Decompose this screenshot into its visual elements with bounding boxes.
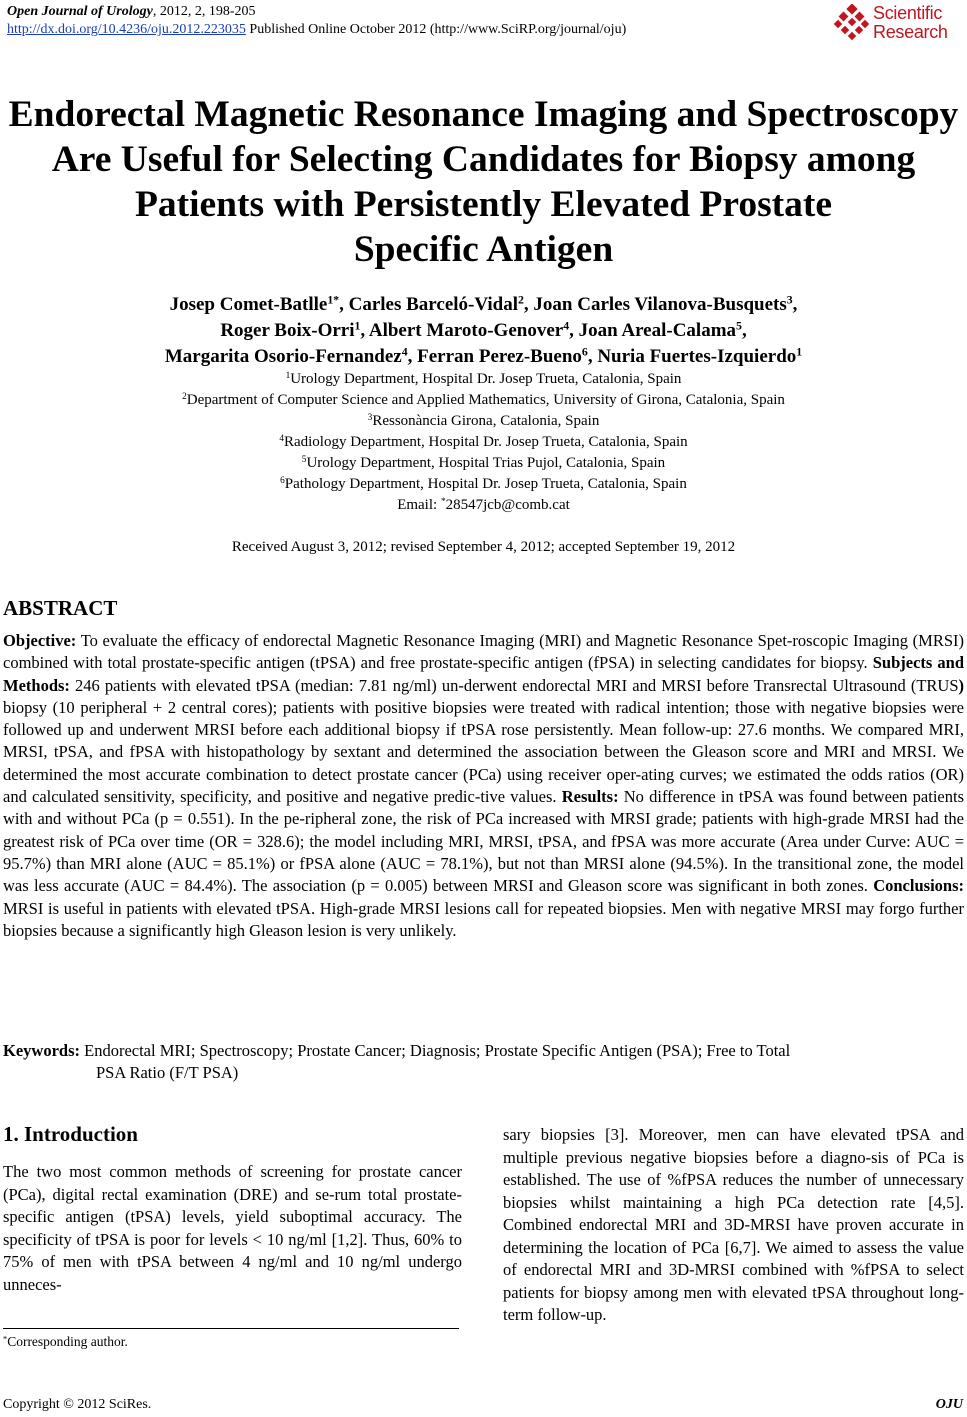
email-address[interactable]: 28547jcb@comb.cat	[445, 497, 570, 513]
author-affil-sup: 2	[518, 293, 524, 307]
abstract-methods-paren: )	[958, 675, 964, 695]
received-dates: Received August 3, 2012; revised September 4, 2012; accepted September 19, 2012	[231, 539, 736, 555]
email-line	[0, 495, 967, 516]
affiliation-text: Ressonància Girona, Catalonia, Spain	[372, 413, 600, 429]
affiliation-sup: 2	[182, 391, 187, 402]
abstract-conclusions-text: MRSI is useful in patients with elevated tPSA. High-grade MRSI lesions call for repeated biopsies. Men with negative MRSI may forgo further biopsies because a significantly high Gleason lesion is very unlikely.	[3, 898, 964, 940]
author-line	[0, 318, 967, 344]
keywords-label: Keywords:	[3, 1041, 80, 1060]
abstract-methods-label: Subjects and Methods:	[3, 653, 964, 695]
author-sep: ,	[587, 346, 598, 367]
journal-abbreviation: OJU	[935, 1397, 963, 1412]
affiliation	[0, 390, 967, 411]
abstract-results-label: Results:	[561, 787, 619, 807]
abstract-objective-text: To evaluate the efficacy of endorectal Magnetic Resonance Imaging (MRI) and Magnetic Resonance Spet-roscopic Imaging (MRSI) combined with total prostate-specific antigen (tPSA) and free prostate-specific antigen (fPSA) in selecting candidates for biopsy.	[3, 631, 964, 673]
author-name: Roger Boix-Orri	[220, 320, 355, 341]
author-name: Margarita Osorio-Fernandez	[164, 346, 402, 367]
affiliation	[0, 369, 967, 390]
author-name: Albert Maroto-Genover	[368, 320, 564, 341]
publisher-logo-mark	[833, 4, 871, 42]
logo-line1: Scientific	[873, 3, 943, 23]
author-affil-sup: 6	[581, 345, 588, 359]
author-line	[0, 344, 967, 370]
author-name: Ferran Perez-Bueno	[417, 346, 582, 367]
email-label: Email:	[397, 497, 441, 513]
section-heading-introduction: 1. Introduction	[3, 1122, 138, 1146]
title-line: Endorectal Magnetic Resonance Imaging and Spectroscopy	[8, 94, 959, 135]
author-name: Josep Comet-Batlle	[169, 294, 328, 315]
author-affil-sup: 4	[563, 319, 570, 333]
affiliation-text: Urology Department, Hospital Trias Pujol, Catalonia, Spain	[306, 455, 666, 471]
title-line: Specific Antigen	[353, 229, 614, 270]
affiliation	[0, 453, 967, 474]
author-affil-sup: 1*	[327, 293, 340, 307]
author-name: Carles Barceló-Vidal	[348, 294, 519, 315]
author-sep: ,	[741, 320, 747, 341]
affiliation-text: Department of Computer Science and Applied Mathematics, University of Girona, Catalonia, Spain	[186, 392, 785, 408]
abstract-methods-text: 246 patients with elevated tPSA (median: 7.81 ng/ml) un-derwent endorectal MRI and MRSI before Transrectal Ultrasound (TRUS	[69, 675, 959, 695]
footnote-divider	[3, 1328, 459, 1329]
journal-citation	[7, 3, 626, 21]
author-sep: ,	[792, 294, 798, 315]
abstract-heading: ABSTRACT	[3, 596, 118, 620]
intro-left-column: The two most common methods of screening for prostate cancer (PCa), digital rectal examination (DRE) and se-rum total prostate-specific antigen (tPSA) levels, yield suboptimal accuracy. The specificity of tPSA is poor for levels < 10 ng/ml [1,2]. Thus, 60% to 75% of men with tPSA between 4 ng/ml and 10 ng/ml undergo unneces-	[3, 1162, 462, 1294]
abstract-paragraph	[3, 630, 964, 942]
author-affil-sup: 5	[736, 319, 742, 333]
footnote-sup: *	[3, 1334, 8, 1344]
abstract-body	[3, 630, 964, 942]
author-affil-sup: 4	[401, 345, 408, 359]
title-line: Patients with Persistently Elevated Prostate	[134, 184, 833, 225]
affiliation-sup: 3	[367, 412, 373, 423]
keywords-line1: Endorectal MRI; Spectroscopy; Prostate Cancer; Diagnosis; Prostate Specific Antigen (PSA); Free to Total	[80, 1041, 791, 1060]
publisher-logo-text	[873, 4, 948, 42]
abstract-results-text: No difference in tPSA was found between patients with and without PCa (p = 0.551). In the pe-ripheral zone, the risk of PCa increased with MRSI grade; patients with high-grade MRSI had the greatest risk of PCa over time (OR = 328.6); the model including MRI, MRSI, tPSA, and fPSA was more accurate (Area under Curve: AUC = 95.7%) than MRI alone (AUC = 85.1%) or fPSA alone (AUC = 78.1%), but not than MRSI alone (94.5%). In the transitional zone, the model was less accurate (AUC = 84.4%). The association (p = 0.005) between MRSI and Gleason score was significant in both zones.	[3, 787, 965, 896]
author-line	[0, 292, 967, 318]
email-sup: *	[440, 496, 446, 507]
title-line: Are Useful for Selecting Candidates for Biopsy among	[51, 139, 916, 180]
author-sep: ,	[360, 320, 369, 341]
abstract-objective-label: Objective:	[3, 631, 77, 650]
published-info: Published Online October 2012 (http://www.SciRP.org/journal/oju)	[245, 22, 627, 37]
author-affil-sup: 1	[796, 345, 803, 359]
intro-right-column: sary biopsies [3]. Moreover, men can have elevated tPSA and multiple previous negative biopsies before a diagno-sis of PCa is established. The use of %fPSA reduces the number of unnecessary biopsies whilst maintaining a high PCa detection rate [4,5]. Combined endorectal MRI and 3D-MRSI have proven accurate in determining the location of PCa [6,7]. We aimed to assess the value of endorectal MRI and 3D-MRSI combined with %fPSA to select patients for biopsy among men with elevated tPSA throughout long-term follow-up.	[503, 1125, 964, 1324]
copyright: Copyright © 2012 SciRes.	[3, 1397, 152, 1412]
affiliation-sup: 4	[279, 433, 284, 444]
doi-link[interactable]: http://dx.doi.org/10.4236/oju.2012.223035	[7, 22, 246, 37]
affiliation	[0, 432, 967, 453]
affiliation-text: Radiology Department, Hospital Dr. Josep Trueta, Catalonia, Spain	[283, 434, 688, 450]
author-name: Joan Areal-Calama	[578, 320, 737, 341]
footnote-text: Corresponding author.	[7, 1334, 128, 1349]
author-affil-sup: 3	[786, 293, 793, 307]
affiliation-text: Pathology Department, Hospital Dr. Josep Trueta, Catalonia, Spain	[284, 476, 687, 492]
affiliation-sup: 1	[285, 370, 291, 381]
affiliation-text: Urology Department, Hospital Dr. Josep Trueta, Catalonia, Spain	[290, 371, 682, 387]
author-sep: ,	[569, 320, 579, 341]
author-list	[0, 292, 967, 370]
keywords	[3, 1040, 964, 1085]
affiliation-sup: 6	[280, 475, 285, 486]
doi-line	[7, 21, 626, 39]
affiliation-sup: 5	[301, 454, 307, 465]
publisher-logo	[833, 4, 961, 44]
author-affil-sup: 1	[354, 319, 361, 333]
affiliation-list	[0, 369, 967, 516]
footnote	[3, 1333, 128, 1351]
logo-line2: Research	[873, 22, 948, 42]
keywords-line2: PSA Ratio (F/T PSA)	[96, 1063, 239, 1083]
affiliation	[0, 474, 967, 495]
volume-info: , 2012, 2, 198-205	[152, 4, 256, 19]
abstract-conclusions-label: Conclusions:	[873, 876, 964, 896]
author-sep: ,	[339, 294, 349, 315]
paper-title	[0, 92, 967, 272]
journal-header	[7, 3, 626, 39]
affiliation	[0, 411, 967, 432]
journal-name: Open Journal of Urology	[7, 4, 153, 19]
abstract-methods-text2: biopsy (10 peripheral + 2 central cores); patients with positive biopsies were treated with radical intention; those with negative biopsies were followed up and underwent MRSI before each additional biopsy if tPSA rose persistently. Mean follow-up: 27.6 months. We compared MRI, MRSI, tPSA, and fPSA with histopathology by sextant and determined the association between the Gleason score and MRI and MRSI. We determined the most accurate combination to detect prostate cancer (PCa) using receiver oper-ating curves; we estimated the odds ratios (OR) and calculated sensitivity, specificity, and positive and negative predic-tive values.	[3, 697, 964, 807]
author-name: Joan Carles Vilanova-Busquets	[533, 294, 787, 315]
author-name: Nuria Fuertes-Izquierdo	[597, 346, 797, 367]
author-sep: ,	[523, 294, 534, 315]
author-sep: ,	[407, 346, 418, 367]
